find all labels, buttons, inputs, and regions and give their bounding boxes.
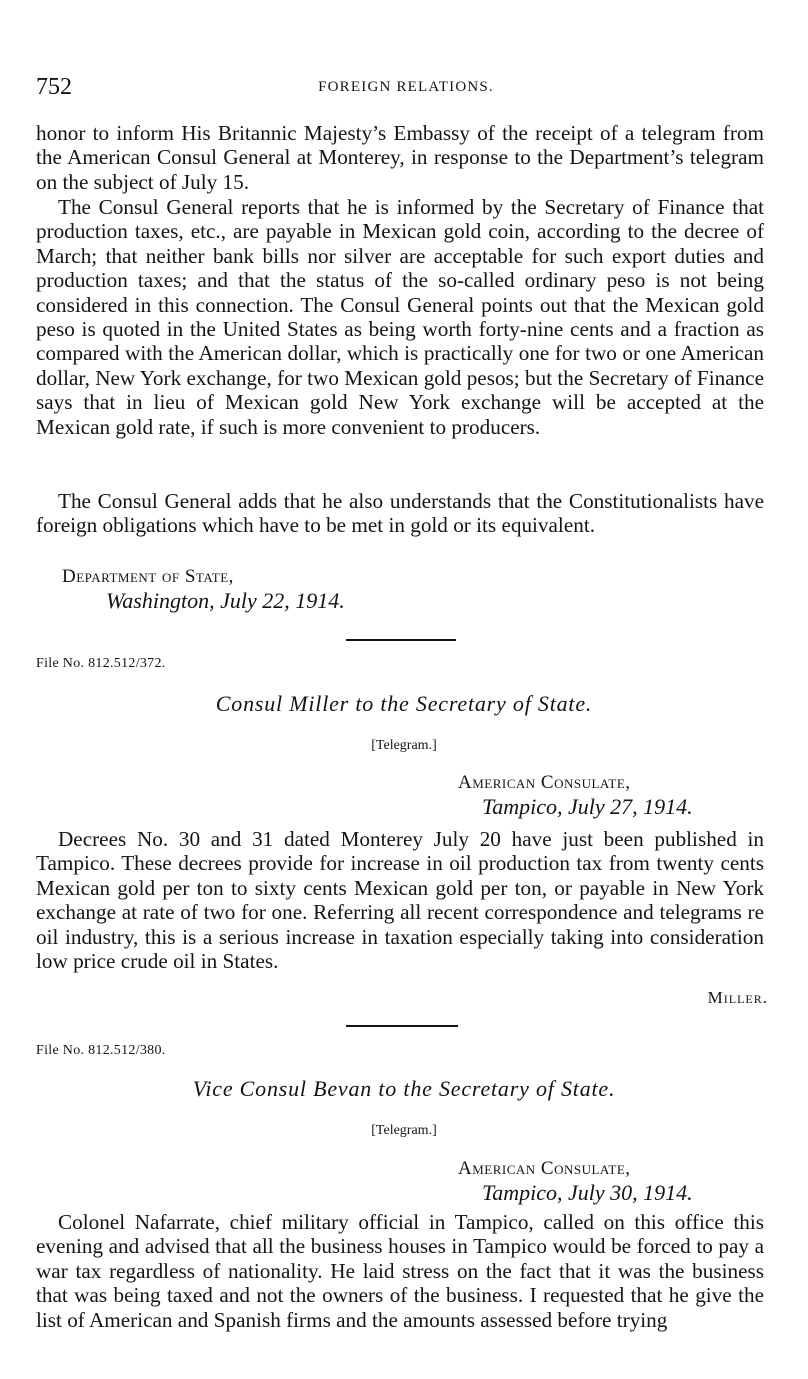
document-heading: Consul Miller to the Secretary of State.: [215, 691, 593, 716]
telegram-label: [Telegram.]: [371, 738, 437, 753]
dateline: Tampico, July 27, 1914.: [482, 794, 693, 819]
file-number: File No. 812.512/372.: [36, 656, 166, 671]
telegram-label: [Telegram.]: [371, 1123, 437, 1138]
section-divider: [346, 1025, 458, 1027]
consulate-name: American Consulate,: [458, 1158, 631, 1179]
telegram-body: Colonel Nafarrate, chief military official in Tampico, called on this office this evening and advised that all the business houses in Tampico would be forced to pay a war tax regardless of nationality. He laid stress on the fact that it was the business that was being taxed and not the owners of the business. I requested that he give the list of American and Spanish firms and the amounts assessed before trying: [36, 1210, 764, 1332]
section-divider: [346, 639, 456, 641]
consulate-name: American Consulate,: [458, 772, 631, 793]
signature: Miller.: [707, 988, 768, 1007]
paragraph-obligations: The Consul General adds that he also understands that the Constitutionalists have foreign obligations which have to be met in gold or its equivalent.: [36, 489, 764, 538]
running-title: FOREIGN RELATIONS.: [318, 79, 494, 95]
dateline: Tampico, July 30, 1914.: [482, 1180, 693, 1205]
department-signature: Department of State,: [62, 566, 234, 587]
paragraph-continued: honor to inform His Britannic Majesty’s Embassy of the receipt of a telegram from the American Consul General at Monterey, in response to the Department’s telegram on the subject of July 15.: [36, 121, 764, 194]
page-number: 752: [36, 74, 72, 100]
place-date-line: Washington, July 22, 1914.: [106, 588, 345, 613]
file-number: File No. 812.512/380.: [36, 1043, 166, 1058]
telegram-body: Decrees No. 30 and 31 dated Monterey July 20 have just been published in Tampico. These decrees provide for increase in oil production tax from twenty cents Mexican gold per ton to sixty cents Mexican gold per ton, or payable in New York exchange at rate of two for one. Referring all recent correspondence and telegrams re oil industry, this is a serious increase in taxation especially taking into consideration low price crude oil in States.: [36, 827, 764, 974]
paragraph-consul-report: The Consul General reports that he is informed by the Secretary of Finance that production taxes, etc., are payable in Mexican gold coin, according to the decree of March; that neither bank bills nor silver are acceptable for such export duties and production taxes; and that the status of the so-called ordinary peso is not being considered in this connection. The Consul General points out that the Mexican gold peso is quoted in the United States as being worth forty-nine cents and a fraction as compared with the American dollar, which is practically one for two or one American dollar, New York exchange, for two Mexican gold pesos; but the Secretary of Finance says that in lieu of Mexican gold New York exchange will be accepted at the Mexican gold rate, if such is more convenient to producers.: [36, 195, 764, 439]
page-header: [36, 74, 776, 108]
document-heading: Vice Consul Bevan to the Secretary of State.: [192, 1076, 616, 1101]
